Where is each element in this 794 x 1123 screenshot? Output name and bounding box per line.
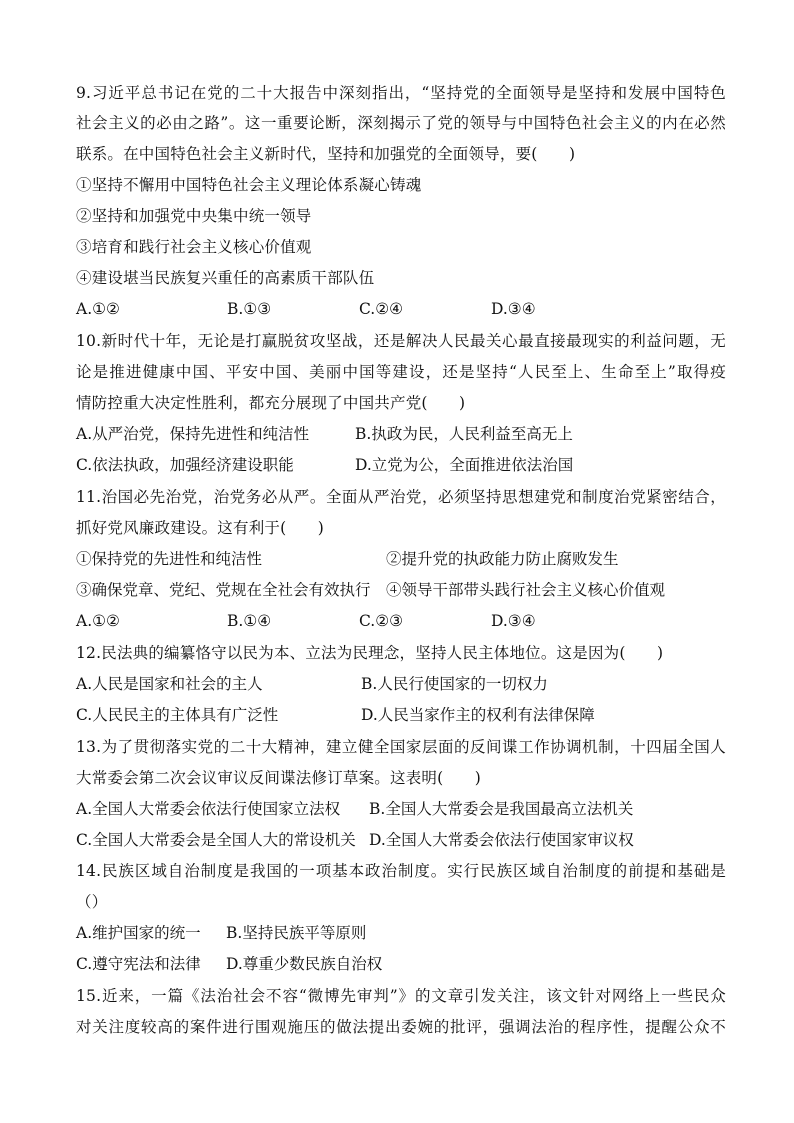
q10-option-c[interactable]: C.依法执政，加强经济建设职能	[76, 456, 294, 474]
q12-option-c[interactable]: C.人民民主的主体具有广泛性	[76, 706, 279, 724]
q9-statement-4: ④建设堪当民族复兴重任的高素质干部队伍	[76, 269, 375, 287]
q10-stem-line-1: 10.新时代十年，无论是打赢脱贫攻坚战，还是解决人民最关心最直接最现实的利益问题，无	[76, 332, 726, 350]
q9-stem-line-1: 9.习近平总书记在党的二十大报告中深刻指出，“坚持党的全面领导是坚持和发展中国特色	[76, 84, 726, 102]
q12-option-a[interactable]: A.人民是国家和社会的主人	[76, 675, 263, 693]
q14-option-c[interactable]: C.遵守宪法和法律	[76, 955, 201, 973]
q12-option-d[interactable]: D.人民当家作主的权利有法律保障	[361, 706, 595, 724]
q9-options	[76, 298, 726, 320]
q11-options	[76, 610, 726, 632]
q9-option-d[interactable]: D.③④	[491, 300, 536, 318]
q9-stem-line-2: 社会主义的必由之路”。这一重要论断，深刻揭示了党的领导与中国特色社会主义的内在必然	[76, 114, 726, 132]
q11-statement-3: ③确保党章、党纪、党规在全社会有效执行	[76, 581, 371, 599]
q10-options-row-2	[76, 454, 726, 476]
q12-options-row-1	[76, 673, 726, 695]
q10-stem-line-3: 情防控重大决定性胜利，都充分展现了中国共产党( )	[76, 394, 466, 412]
q9-option-c[interactable]: C.②④	[359, 300, 404, 318]
q11-statement-1: ①保持党的先进性和纯洁性	[76, 550, 263, 568]
q13-stem-line-2: 大常委会第二次会议审议反间谍法修订草案。这表明( )	[76, 769, 481, 787]
q11-statements-row-1	[76, 548, 726, 570]
q14-options-row-1	[76, 922, 726, 944]
q14-stem-line-1: 14.民族区域自治制度是我国的一项基本政治制度。实行民族区域自治制度的前提和基础是	[76, 862, 726, 880]
q10-options-row-1	[76, 423, 726, 445]
q11-stem-line-1: 11.治国必先治党，治党务必从严。全面从严治党，必须坚持思想建党和制度治党紧密结合，	[76, 488, 726, 506]
q9-option-b[interactable]: B.①③	[227, 300, 272, 318]
q13-option-c[interactable]: C.全国人大常委会是全国人大的常设机关	[76, 831, 356, 849]
q9-statement-1: ①坚持不懈用中国特色社会主义理论体系凝心铸魂	[76, 176, 422, 194]
q11-option-c[interactable]: C.②③	[359, 612, 404, 630]
q13-option-b[interactable]: B.全国人大常委会是我国最高立法机关	[369, 800, 634, 818]
q14-option-a[interactable]: A.维护国家的统一	[76, 924, 201, 942]
q14-option-d[interactable]: D.尊重少数民族自治权	[226, 955, 383, 973]
q10-option-a[interactable]: A.从严治党，保持先进性和纯洁性	[76, 425, 310, 443]
q10-stem-line-2: 论是推进健康中国、平安中国、美丽中国等建设，还是坚持“人民至上、生命至上”取得疫	[76, 363, 726, 381]
q9-statement-3: ③培育和践行社会主义核心价值观	[76, 238, 312, 256]
q11-statement-2: ②提升党的执政能力防止腐败发生	[386, 550, 619, 568]
q13-options-row-2	[76, 829, 726, 851]
q15-stem-line-1: 15.近来，一篇《法治社会不容“微博先审判”》的文章引发关注，该文针对网络上一些民众	[76, 987, 726, 1005]
q15-stem-line-2: 对关注度较高的案件进行围观施压的做法提出委婉的批评，强调法治的程序性，提醒公众不	[76, 1018, 726, 1036]
q13-options-row-1	[76, 798, 726, 820]
q14-stem-line-2: （）	[76, 893, 108, 911]
q10-option-b[interactable]: B.执政为民，人民利益至高无上	[355, 425, 573, 443]
q11-stem-line-2: 抓好党风廉政建设。这有利于( )	[76, 519, 324, 537]
q11-option-a[interactable]: A.①②	[76, 612, 120, 630]
q10-option-d[interactable]: D.立党为公，全面推进依法治国	[355, 456, 574, 474]
q11-statements-row-2	[76, 579, 726, 601]
q9-option-a[interactable]: A.①②	[76, 300, 120, 318]
q12-options-row-2	[76, 704, 726, 726]
q13-option-d[interactable]: D.全国人大常委会依法行使国家审议权	[369, 831, 634, 849]
q12-option-b[interactable]: B.人民行使国家的一切权力	[361, 675, 548, 693]
q11-option-d[interactable]: D.③④	[491, 612, 536, 630]
q11-statement-4: ④领导干部带头践行社会主义核心价值观	[386, 581, 666, 599]
q14-options-row-2	[76, 953, 726, 975]
q14-option-b[interactable]: B.坚持民族平等原则	[226, 924, 367, 942]
q11-option-b[interactable]: B.①④	[227, 612, 272, 630]
q13-option-a[interactable]: A.全国人大常委会依法行使国家立法权	[76, 800, 341, 818]
q9-statement-2: ②坚持和加强党中央集中统一领导	[76, 207, 312, 225]
q13-stem-line-1: 13.为了贯彻落实党的二十大精神，建立健全国家层面的反间谍工作协调机制，十四届全国人	[76, 738, 726, 756]
q12-stem-line-1: 12.民法典的编纂恪守以民为本、立法为民理念，坚持人民主体地位。这是因为( )	[76, 644, 664, 662]
q9-stem-line-3: 联系。在中国特色社会主义新时代，坚持和加强党的全面领导，要( )	[76, 145, 576, 163]
